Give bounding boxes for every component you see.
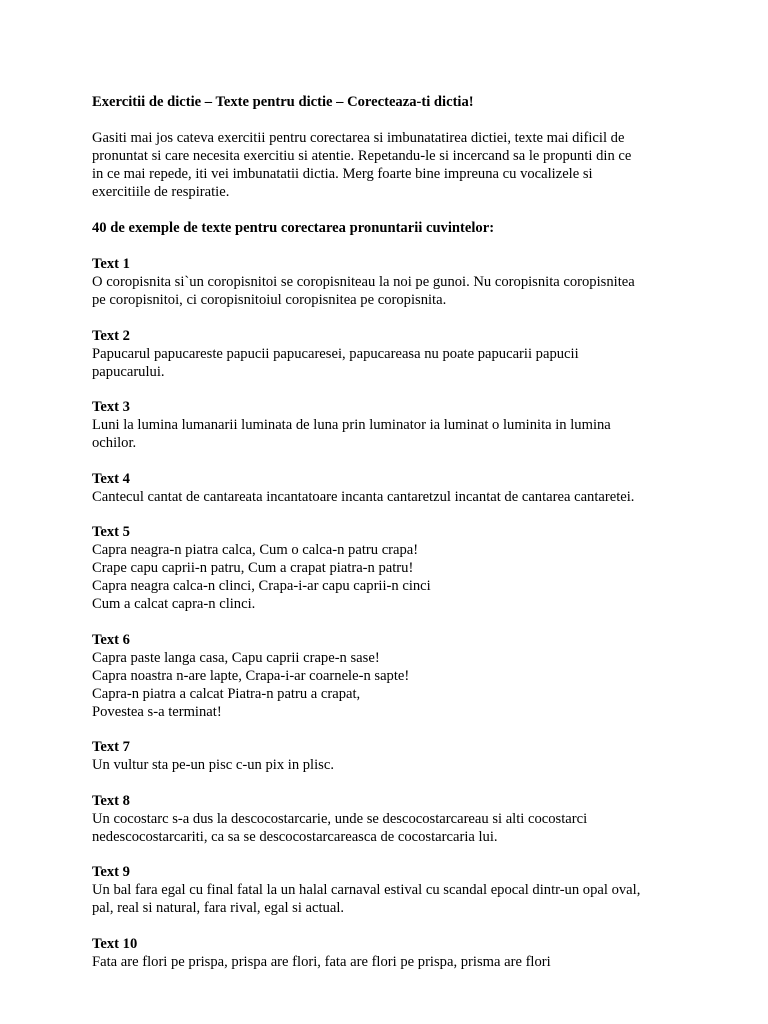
text-block xyxy=(92,792,692,846)
text-block xyxy=(92,863,692,917)
document-title: Exercitii de dictie – Texte pentru dictie – Corecteaza-ti dictia! xyxy=(92,94,474,110)
text-line: Capra neagra-n piatra calca, Cum o calca-n patru crapa! xyxy=(92,542,419,558)
intro-line: Gasiti mai jos cateva exercitii pentru corectarea si imbunatatirea dictiei, texte mai dificil de xyxy=(92,130,625,146)
text-line: Un cocostarc s-a dus la descocostarcarie, unde se descocostarcareau si alti cocostarci xyxy=(92,810,588,827)
text-label: Text 9 xyxy=(92,864,130,880)
text-line: Cum a calcat capra-n clinci. xyxy=(92,596,256,612)
text-line: Cantecul cantat de cantareata incantatoare incanta cantaretzul incantat de cantarea cantaretei. xyxy=(92,488,635,505)
text-label: Text 10 xyxy=(92,935,138,952)
text-block xyxy=(92,398,692,452)
text-label: Text 1 xyxy=(92,256,130,272)
text-block xyxy=(92,470,692,506)
section-title: 40 de exemple de texte pentru corectarea pronuntarii cuvintelor: xyxy=(92,220,495,236)
text-label: Text 7 xyxy=(92,739,130,755)
text-line: Un bal fara egal cu final fatal la un halal carnaval estival cu scandal epocal dintr-un opal oval, xyxy=(92,882,641,898)
text-line: Fata are flori pe prispa, prispa are flori, fata are flori pe prispa, prisma are flori xyxy=(92,953,551,970)
text-line: pal, real si natural, fara rival, egal si actual. xyxy=(92,900,345,916)
text-line: Un vultur sta pe-un pisc c-un pix in plisc. xyxy=(92,757,334,773)
text-line: Capra-n piatra a calcat Piatra-n patru a crapat, xyxy=(92,685,361,702)
intro-line: pronuntat si care necesita exercitiu si atentie. Repetandu-le si incercand sa le propunti din ce xyxy=(92,148,632,164)
text-line: Papucarul papucareste papucii papucaresei, papucareasa nu poate papucarii papucii xyxy=(92,345,579,362)
text-line: Povestea s-a terminat! xyxy=(92,703,222,720)
text-line: Capra paste langa casa, Capu caprii crape-n sase! xyxy=(92,649,380,666)
intro-line: in ce mai repede, iti vei imbunatatii dictia. Merg foarte bine impreuna cu vocalizele si xyxy=(92,166,593,182)
text-block xyxy=(92,255,692,309)
text-line: pe coropisnitoi, ci coropisnitoiul coropisnitea pe coropisnita. xyxy=(92,292,447,308)
text-line: Capra noastra n-are lapte, Crapa-i-ar coarnele-n sapte! xyxy=(92,667,410,684)
text-label: Text 2 xyxy=(92,327,130,344)
intro-line: exercitiile de respiratie. xyxy=(92,184,230,200)
texts-list xyxy=(92,255,692,971)
text-line: Capra neagra calca-n clinci, Crapa-i-ar capu caprii-n cinci xyxy=(92,578,431,594)
text-label: Text 5 xyxy=(92,524,130,540)
text-label: Text 3 xyxy=(92,399,130,415)
text-line: Luni la lumina lumanarii luminata de luna prin luminator ia luminat o luminita in lumina xyxy=(92,417,611,433)
document-page xyxy=(92,93,692,988)
text-block xyxy=(92,738,692,774)
text-line: ochilor. xyxy=(92,435,137,451)
text-block xyxy=(92,327,692,381)
text-block xyxy=(92,523,692,613)
text-line: nedescocostarcariti, ca sa se descocostarcareasca de cocostarcaria lui. xyxy=(92,828,498,845)
text-block xyxy=(92,935,692,971)
text-label: Text 8 xyxy=(92,792,130,809)
text-label: Text 4 xyxy=(92,470,130,487)
text-line: papucarului. xyxy=(92,363,165,380)
text-block xyxy=(92,631,692,721)
text-label: Text 6 xyxy=(92,631,130,648)
text-line: O coropisnita si`un coropisnitoi se coropisniteau la noi pe gunoi. Nu coropisnita coropisnitea xyxy=(92,274,635,290)
intro-paragraph xyxy=(92,129,692,201)
text-line: Crape capu caprii-n patru, Cum a crapat piatra-n patru! xyxy=(92,560,414,576)
